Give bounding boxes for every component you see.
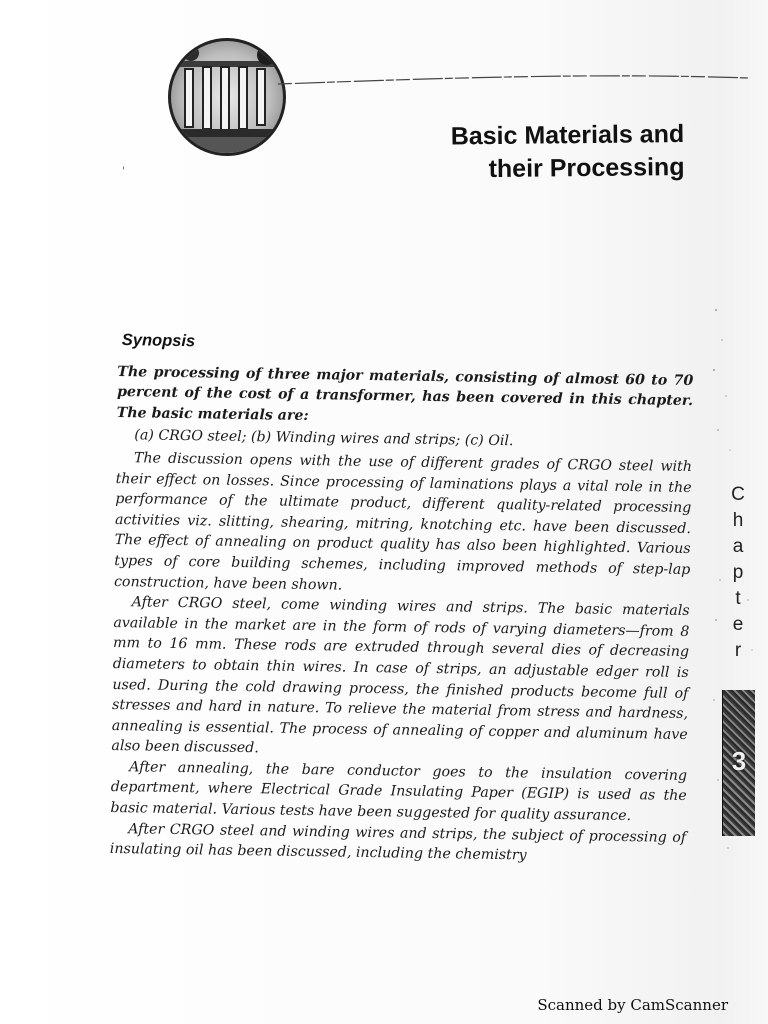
synopsis-section xyxy=(110,330,694,869)
insulation-paragraph: After annealing, the bare conductor goes to the insulation covering department, where Electrical Grade Insulating Paper (EGIP) is used as the basic material. Various tests have been suggested for quality assurance. xyxy=(110,759,688,825)
materials-list: (a) CRGO steel; (b) Winding wires and strips; (c) Oil. xyxy=(134,427,514,450)
crgo-steel-paragraph: The discussion opens with the use of different grades of CRGO steel with their effect on losses. Since processing of laminations plays a vital role in the performance of the ultimate product, different quality-related processing activities viz. slitting, shearing, mitring, knotching etc. have been discussed. The effect of annealing on product quality has also been highlighted. Various types of core building schemes, including improved methods of step-lap construction, have been shown. xyxy=(113,450,693,594)
chapter-tab-letter: p xyxy=(732,562,744,583)
chapter-tab-letter: r xyxy=(734,640,742,661)
header-rule-line xyxy=(278,64,748,88)
chapter-tab-letter: t xyxy=(735,588,741,609)
chapter-tab-letter: a xyxy=(732,536,744,557)
chapter-tab-letter: C xyxy=(731,484,745,505)
chapter-number-block xyxy=(722,690,755,836)
synopsis-intro-paragraph: The processing of three major materials, consisting of almost 60 to 70 percent of the cost of a transformer, has been covered in this chapter. The basic materials are: xyxy=(116,363,694,424)
chapter-title-line-2: their Processing xyxy=(488,152,685,184)
synopsis-heading: Synopsis xyxy=(121,331,196,351)
insulating-oil-paragraph: After CRGO steel and winding wires and strips, the subject of processing of insulating oil has been discussed, including the chemistry xyxy=(109,820,687,864)
winding-wires-paragraph: After CRGO steel, come winding wires and strips. The basic materials available in the market are in the form of rods of varying diameters—from 8 mm to 16 mm. These rods are extruded through several dies of decreasing diameters to obtain thin wires. In case of strips, an adjustable edger roll is used. During the cold drawing process, the finished products become full of stresses and hard in nature. To relieve the material from stress and hardness, annealing is essential. The process of annealing of copper and aluminum have also been discussed. xyxy=(111,594,690,757)
chapter-tab-letter: e xyxy=(732,614,744,635)
chapter-tab-letter: h xyxy=(732,510,744,531)
chapter-title-line-1: Basic Materials and xyxy=(450,119,685,151)
scan-artifact-mark: ' xyxy=(122,166,125,177)
chapter-title xyxy=(264,118,685,188)
scanner-watermark: Scanned by CamScanner xyxy=(537,996,728,1014)
chapter-number: 3 xyxy=(731,746,747,776)
chapter-side-tab xyxy=(718,482,758,664)
